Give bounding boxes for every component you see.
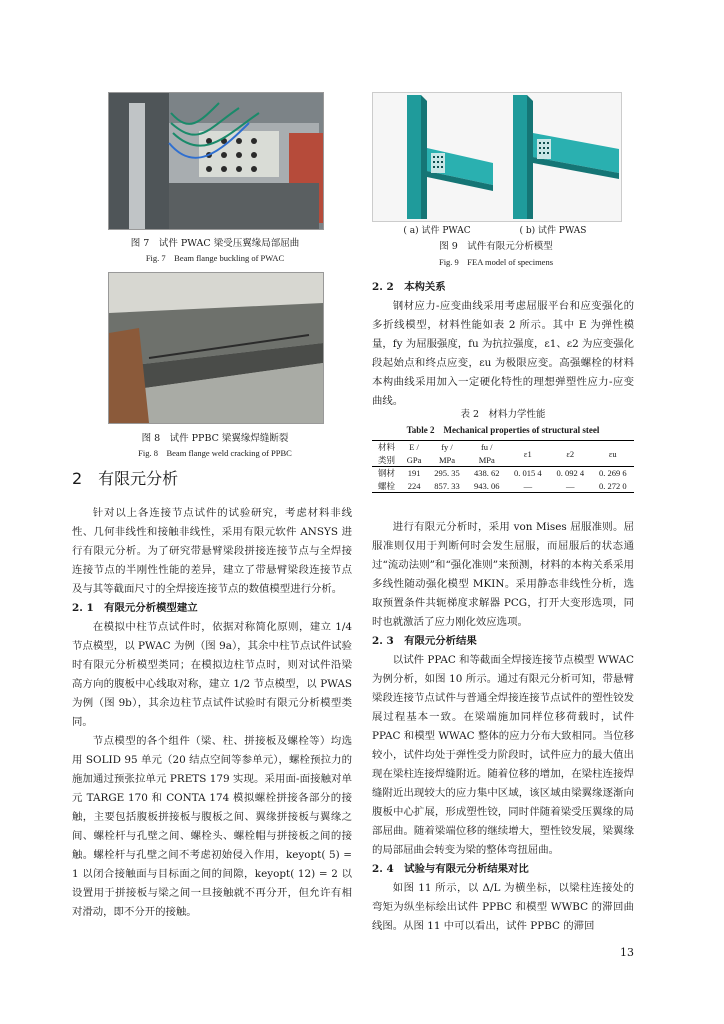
table-cell: 438. 62: [473, 468, 500, 479]
table-cell: 钢材: [378, 468, 396, 479]
fig8-illustration: [109, 273, 323, 423]
page-number: 13: [620, 946, 634, 959]
fig9-caption-en: Fig. 9 FEA model of specimens: [438, 257, 554, 267]
table-cell: 857. 33: [434, 480, 460, 491]
table-cell: 0. 015 4: [514, 468, 542, 479]
fig9-illustration: [373, 93, 621, 221]
right-paragraph-3: 以试件 PPAC 和等截面全焊接连接节点模型 WWAC 为例分析，如图 10 所示。通过有限元分析可知，带悬臂梁段连接节点试件与普通全焊接连接节点试件的塑性铰发展过程基本一致。在梁端施加同样位移荷载时，试件 PPAC 和模型 WWAC 整体的应力分布大致相同。当位移较小，试件均处于弹性受力阶段时，试件应力的最大值出现在梁柱连接焊缝附近。随着位移的增加，在梁柱连接焊缝附近出现较大的应力集中区域，该区域由梁翼缘逐渐向腹板中心扩展，形成塑性铰，同时伴随着梁受压翼缘的局部屈曲。随着梁端位移的继续增大，塑性铰发展，梁翼缘的局部屈曲会转变为梁的整体弯扭屈曲。: [372, 654, 634, 856]
table-header: E /: [409, 442, 419, 453]
table-header: GPa: [406, 454, 422, 465]
subsection-2-4-title: 2. 4 试验与有限元分析结果对比: [372, 863, 529, 875]
table-header: fu /: [480, 442, 493, 453]
fig7-photo: [108, 92, 324, 230]
table2-title-cn: 表 2 材料力学性能: [460, 409, 546, 420]
fig9-sub-a: ( a) 试件 PWAC: [403, 226, 471, 236]
table-row: [372, 467, 634, 480]
fig8-caption-cn: 图 8 试件 PPBC 梁翼缘焊缝断裂: [141, 433, 289, 444]
right-column-bottom: [372, 518, 634, 936]
table-header: ε2: [566, 448, 575, 459]
right-paragraph-1: 钢材应力-应变曲线采用考虑屈服平台和应变强化的多折线模型，材料性能如表 2 所示。其中 E 为弹性模量，fy 为屈服强度，fu 为抗拉强度，ε1、ε2 为应变强化段起始点和终点应变，εu 为极限应变。高强螺栓的材料本构曲线采用加入一定硬化特性的理想弹塑性应力-应变曲线。: [372, 300, 634, 407]
fig9-image: [372, 92, 622, 222]
right-paragraph-4: 如图 11 所示，以 Δ/L 为横坐标，以梁柱连接处的弯矩为纵坐标绘出试件 PPBC 和模型 WWBC 的滞回曲线图。从图 11 中可以看出，试件 PPBC 的滞回: [372, 882, 634, 932]
table-cell: 224: [407, 480, 421, 491]
left-paragraph-2: 在模拟中柱节点试件时，依据对称简化原则，建立 1/4 节点模型，以 PWAC 为例（图 9a），其余中柱节点试件试验时有限元分析模型类同；在模拟边柱节点时，则对试件沿梁高方向的腹板中心线取对称，建立 1/2 节点模型，以 PWAS 为例（图 9b），其余边柱节点试件试验时有限元分析模型类同。: [72, 621, 352, 728]
table-header: MPa: [438, 454, 455, 465]
left-column: [72, 504, 352, 922]
fig9-caption-cn: 图 9 试件有限元分析模型: [439, 241, 553, 252]
left-paragraph-3: 节点模型的各个组件（梁、柱、拼接板及螺栓等）均选用 SOLID 95 单元（20 结点空间等参单元），螺栓预拉力的施加通过预张拉单元 PRETS 179 实现。采用面-面接触对单元 TARGE 170 和 CONTA 174 模拟螺栓拼接各部分的接触，主要包括腹板拼接板与腹板之间、翼缘拼接板与翼缘之间、螺栓杆与孔壁之间、螺栓头、螺栓帽与拼接板之间的接触。螺栓杆与孔壁之间不考虑初始侵入作用，keyopt( 5) = 1 以闭合接触面与目标面之间的间隙，keyopt( 12) = 2 以设置用于拼接板与梁之间一旦接触就不再分开，但允许有相对滑动，即不分开的接触。: [72, 735, 352, 918]
table-cell: 191: [407, 468, 421, 479]
table-cell: 螺栓: [378, 480, 396, 491]
table-cell: —: [566, 480, 575, 491]
table-cell: 943. 06: [473, 480, 500, 491]
fig8-caption-en: Fig. 8 Beam flange weld cracking of PPBC: [138, 448, 292, 458]
subsection-2-2-title: 2. 2 本构关系: [372, 281, 446, 293]
table-header: fy /: [441, 442, 453, 453]
right-paragraph-2: 进行有限元分析时，采用 von Mises 屈服准则。屈服准则仅用于判断何时会发生屈服，而屈服后的状态通过“流动法则”和“强化准则”来预测，材料的本构关系采用多线性随动强化模型 MKIN。采用静态非线性分析，选取预置条件共轭梯度求解器 PCG，打开大变形选项，同时也就激活了应力刚化效应选项。: [372, 521, 634, 628]
table-cell: —: [523, 480, 533, 491]
table2: [372, 440, 634, 493]
table-header: 材料: [378, 442, 396, 453]
fig9-sub-b: ( b) 试件 PWAS: [519, 226, 587, 236]
table-cell: 0. 272 0: [598, 480, 627, 491]
subsection-2-3-title: 2. 3 有限元分析结果: [372, 635, 477, 647]
table-header: MPa: [478, 454, 495, 465]
table-cell: 295. 35: [434, 468, 460, 479]
table-header: ε1: [523, 448, 532, 459]
fig8-photo: [108, 272, 324, 424]
fig7-caption-cn: 图 7 试件 PWAC 梁受压翼缘局部屈曲: [130, 238, 300, 249]
table2-title-en: Table 2 Mechanical properties of structural steel: [406, 425, 600, 435]
left-paragraph-1: 针对以上各连接节点试件的试验研究，考虑材料非线性、几何非线性和接触非线性，采用有限元软件 ANSYS 进行有限元分析。为了研究带悬臂梁段拼接连接节点与全焊接连接节点的半刚性性能的差异，建立了带悬臂梁段连接节点及与其等截面尺寸的全焊接连接节点的数值模型进行分析。: [72, 507, 352, 595]
table-cell: 0. 269 6: [598, 468, 627, 479]
table-header: εu: [608, 448, 617, 459]
fig7-illustration: [109, 93, 323, 229]
section-2-title: 2 有限元分析: [72, 469, 179, 488]
table-header: 类别: [378, 454, 396, 465]
table-cell: 0. 092 4: [556, 468, 585, 479]
subsection-2-1-title: 2. 1 有限元分析模型建立: [72, 602, 198, 614]
right-column-top: [372, 278, 634, 411]
fig7-caption-en: Fig. 7 Beam flange buckling of PWAC: [145, 253, 285, 263]
table-row: [372, 480, 634, 493]
